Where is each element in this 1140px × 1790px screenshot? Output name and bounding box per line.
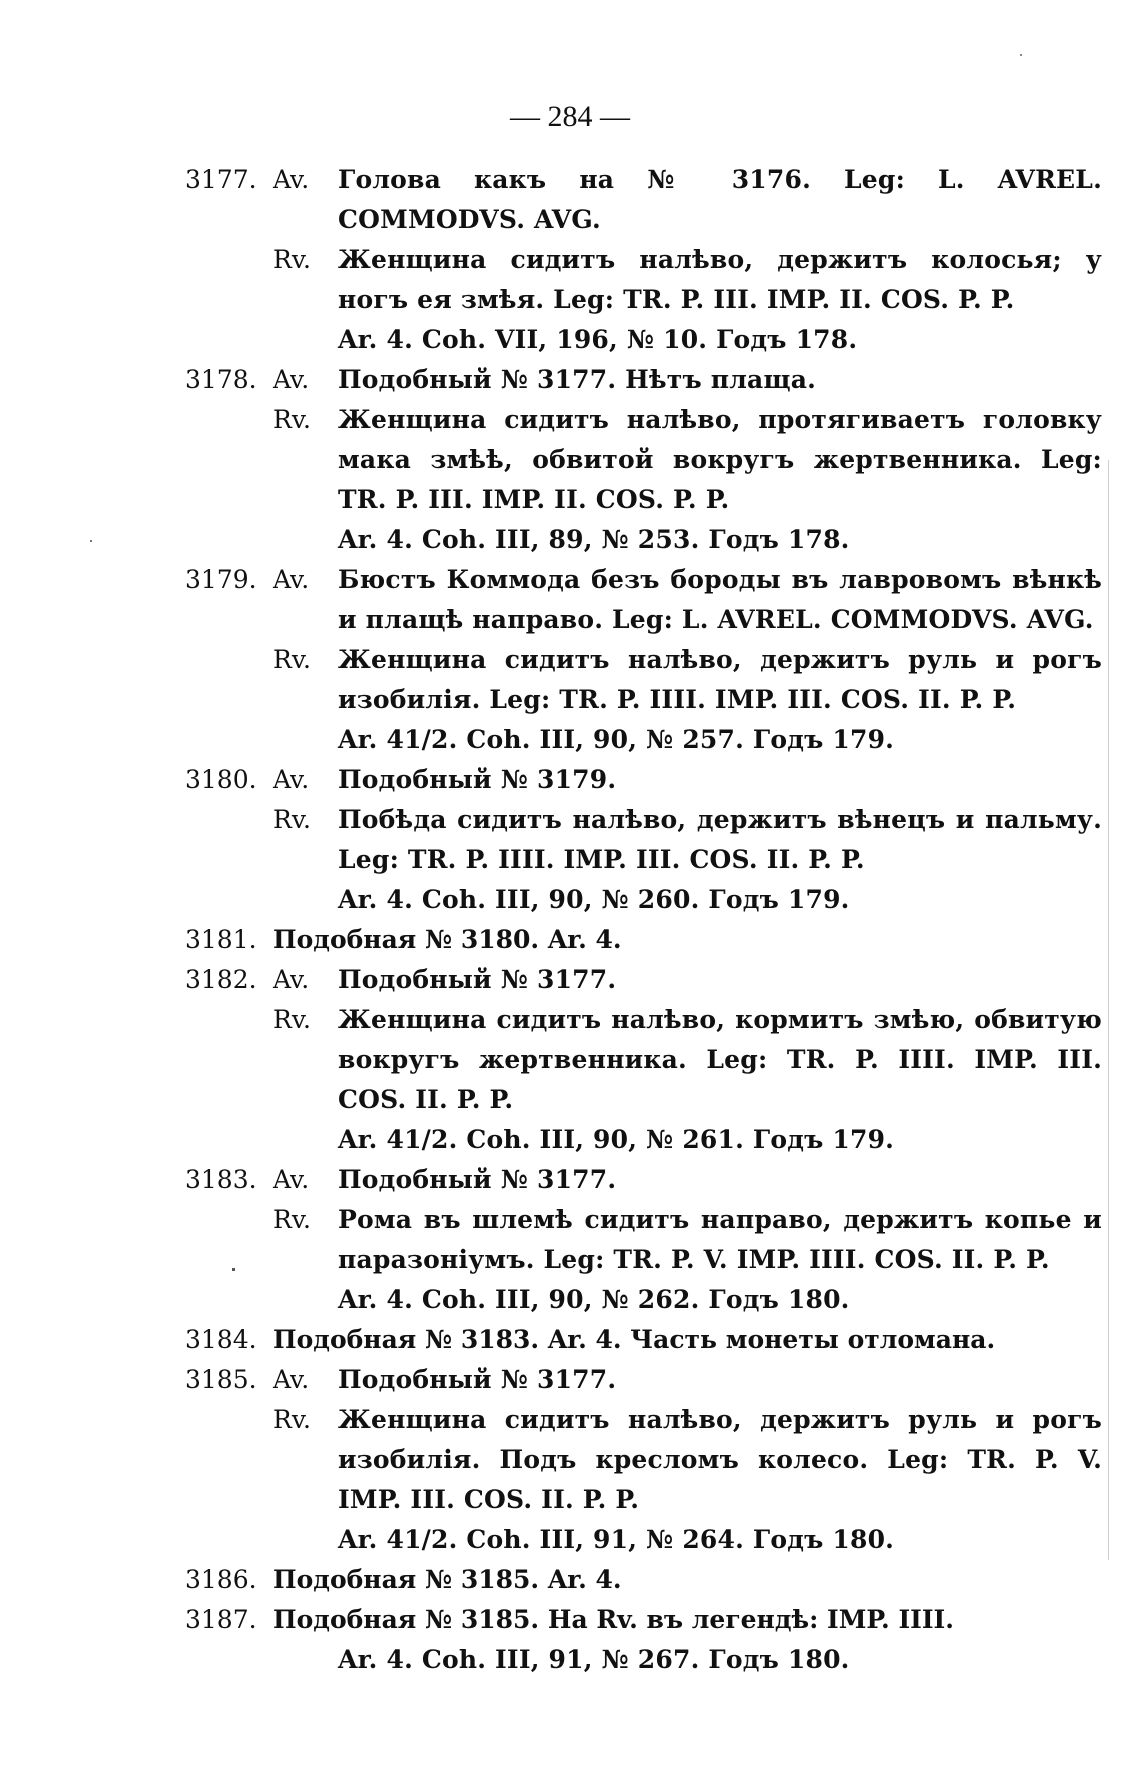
obverse-tag: Av.: [273, 365, 310, 394]
obverse-tag: Av.: [273, 765, 310, 794]
obverse: [0, 160, 1140, 240]
reference: [0, 720, 1140, 760]
reference: [0, 1640, 1140, 1680]
entry-text: Подобная № 3183. Ar. 4. Часть монеты отломана.: [273, 1325, 996, 1354]
entry-number: 3186.: [185, 1565, 257, 1594]
reverse: [0, 1200, 1140, 1280]
entry-number: 3180.: [185, 765, 257, 794]
reverse: [0, 400, 1140, 520]
entry-text: Подобная № 3180. Ar. 4.: [273, 925, 622, 954]
obverse: [0, 360, 1140, 400]
reference: [0, 520, 1140, 560]
entry-number: 3185.: [185, 1365, 257, 1394]
coin-catalog: [0, 160, 1140, 1680]
reverse-description: Женщина сидитъ налѣво, протягиваетъ головку мака змѣѣ, обвитой вокругъ жертвенника. Leg: TR. P. III. IMP. II. COS. P. P.: [338, 405, 1102, 514]
reverse-tag: Rv.: [273, 405, 311, 434]
entry-text: Подобная № 3185. Ar. 4.: [273, 1565, 622, 1594]
reverse-tag: Rv.: [273, 645, 311, 674]
entry-number: 3177.: [185, 165, 257, 194]
entry-number: 3178.: [185, 365, 257, 394]
obverse-tag: Av.: [273, 1165, 310, 1194]
obverse: [0, 560, 1140, 640]
reference: [0, 320, 1140, 360]
obverse-tag: Av.: [273, 165, 310, 194]
reverse: [0, 240, 1140, 320]
reference-line: Ar. 4. Coh. III, 89, № 253. Годъ 178.: [338, 525, 850, 554]
reference-line: Ar. 4. Coh. III, 91, № 267. Годъ 180.: [338, 1645, 850, 1674]
catalog-entry: [0, 960, 1140, 1160]
obverse-description: Голова какъ на № 3176. Leg: L. AVREL. COMMODVS. AVG.: [338, 165, 1102, 234]
reference-line: Ar. 4. Coh. III, 90, № 262. Годъ 180.: [338, 1285, 850, 1314]
entry-number: 3187.: [185, 1605, 257, 1634]
reverse-description: Женщина сидитъ налѣво, держитъ руль и рогъ изобилія. Подъ кресломъ колесо. Leg: TR. P. V. IMP. III. COS. II. P. P.: [338, 1405, 1102, 1514]
catalog-entry: [0, 1160, 1140, 1320]
catalog-entry: [0, 1360, 1140, 1560]
reverse-description: Побѣда сидитъ налѣво, держитъ вѣнецъ и пальму. Leg: TR. P. IIII. IMP. III. COS. II. P. P.: [338, 805, 1102, 874]
reverse-description: Рома въ шлемѣ сидитъ направо, держитъ копье и паразоніумъ. Leg: TR. P. V. IMP. IIII. COS. II. P. P.: [338, 1205, 1102, 1274]
reverse-description: Женщина сидитъ налѣво, кормитъ змѣю, обвитую вокругъ жертвенника. Leg: TR. P. IIII. IMP. III. COS. II. P. P.: [338, 1005, 1102, 1114]
reverse: [0, 1400, 1140, 1520]
reference-line: Ar. 41/2. Coh. III, 90, № 257. Годъ 179.: [338, 725, 895, 754]
reverse: [0, 800, 1140, 880]
catalog-entry: [0, 360, 1140, 560]
reverse-tag: Rv.: [273, 805, 311, 834]
obverse: [0, 760, 1140, 800]
obverse-description: Подобный № 3177. Нѣтъ плаща.: [338, 365, 817, 394]
entry-number: 3181.: [185, 925, 257, 954]
reference: [0, 1520, 1140, 1560]
obverse: [0, 960, 1140, 1000]
reference-line: Ar. 4. Coh. VII, 196, № 10. Годъ 178.: [338, 325, 858, 354]
catalog-entry: [0, 1600, 1140, 1680]
catalog-entry: [0, 760, 1140, 920]
obverse-description: Подобный № 3177.: [338, 1365, 617, 1394]
catalog-entry: [0, 1320, 1140, 1360]
obverse-description: Подобный № 3177.: [338, 965, 617, 994]
scan-speck: [232, 1268, 235, 1271]
reverse-description: Женщина сидитъ налѣво, держитъ руль и рогъ изобилія. Leg: TR. P. IIII. IMP. III. COS. II. P. P.: [338, 645, 1102, 714]
obverse-description: Бюстъ Коммода безъ бороды въ лавровомъ вѣнкѣ и плащѣ направо. Leg: L. AVREL. COMMODVS. AVG.: [338, 565, 1102, 634]
reference-line: Ar. 4. Coh. III, 90, № 260. Годъ 179.: [338, 885, 850, 914]
reverse: [0, 1000, 1140, 1120]
obverse: [0, 1360, 1140, 1400]
catalog-entry: [0, 1560, 1140, 1600]
entry-number: 3182.: [185, 965, 257, 994]
obverse-tag: Av.: [273, 565, 310, 594]
scan-margin-line: [1108, 460, 1109, 1560]
scan-speck: [1020, 54, 1022, 56]
reverse-tag: Rv.: [273, 1005, 311, 1034]
catalog-entry: [0, 560, 1140, 760]
reverse-tag: Rv.: [273, 1405, 311, 1434]
entry-text: Подобная № 3185. На Rv. въ легендѣ: IMP. IIII.: [273, 1605, 954, 1634]
obverse-tag: Av.: [273, 965, 310, 994]
entry-number: 3184.: [185, 1325, 257, 1354]
catalog-entry: [0, 160, 1140, 360]
obverse: [0, 1160, 1140, 1200]
reference-line: Ar. 41/2. Coh. III, 91, № 264. Годъ 180.: [338, 1525, 895, 1554]
obverse-tag: Av.: [273, 1365, 310, 1394]
obverse-description: Подобный № 3177.: [338, 1165, 617, 1194]
obverse-description: Подобный № 3179.: [338, 765, 617, 794]
reverse-tag: Rv.: [273, 245, 311, 274]
reference-line: Ar. 41/2. Coh. III, 90, № 261. Годъ 179.: [338, 1125, 895, 1154]
reverse-description: Женщина сидитъ налѣво, держитъ колосья; у ногъ ея змѣя. Leg: TR. P. III. IMP. II. COS. P. P.: [338, 245, 1102, 314]
entry-number: 3183.: [185, 1165, 257, 1194]
reference: [0, 1120, 1140, 1160]
reference: [0, 880, 1140, 920]
reverse: [0, 640, 1140, 720]
scan-speck: [90, 540, 92, 542]
catalog-entry: [0, 920, 1140, 960]
entry-number: 3179.: [185, 565, 257, 594]
reverse-tag: Rv.: [273, 1205, 311, 1234]
reference: [0, 1280, 1140, 1320]
page-number: — 284 —: [510, 100, 630, 133]
